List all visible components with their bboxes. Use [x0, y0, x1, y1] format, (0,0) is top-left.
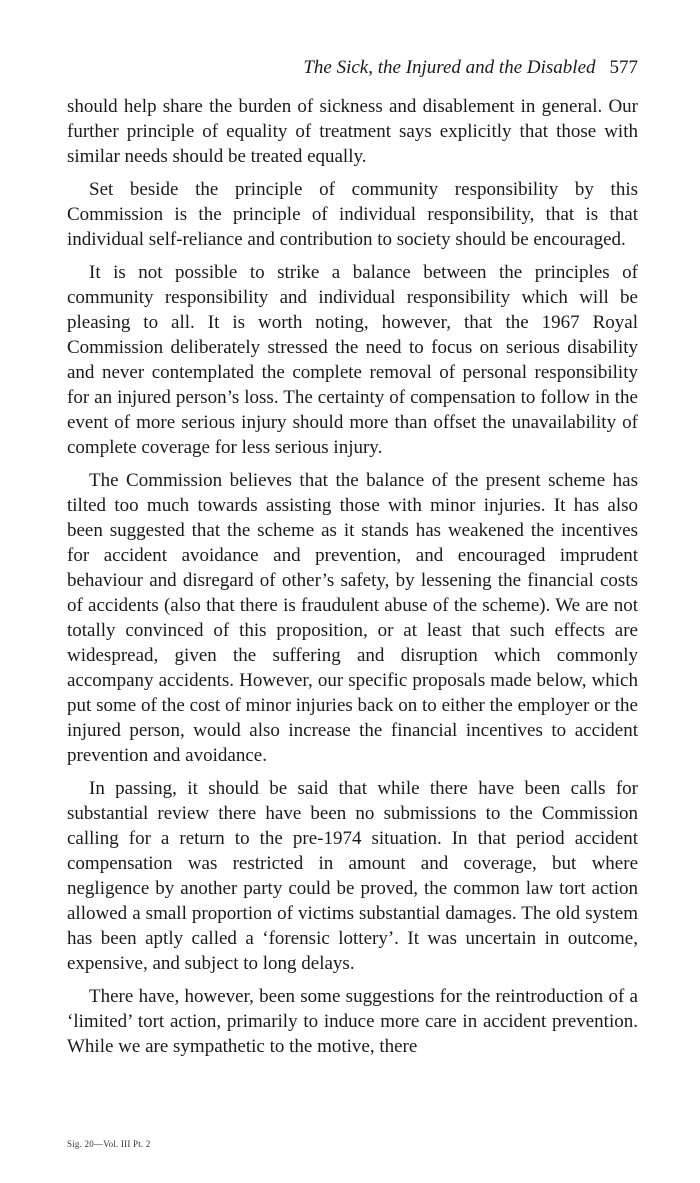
page: [67, 56, 638, 1067]
signature-mark: Sig. 20—Vol. III Pt. 2: [67, 1139, 151, 1149]
paragraph-continued: should help share the burden of sickness and disablement in general. Our further principle of equality of treatment says explicitly that those with similar needs should be treated equally.: [67, 96, 638, 167]
paragraph: There have, however, been some suggestions for the reintroduction of a ‘limited’ tort action, primarily to induce more care in accident prevention. While we are sympathetic to the motive, there: [67, 986, 638, 1057]
page-number: 577: [609, 57, 638, 78]
paragraph: It is not possible to strike a balance between the principles of community responsibility and individual responsibility which will be pleasing to all. It is worth noting, however, that the 1967 Royal Commission deliberately stressed the need to focus on serious disability and never contemplated the complete removal of personal responsibility for an injured person’s loss. The certainty of compensation to follow in the event of more serious injury should more than offset the unavailability of complete coverage for less serious injury.: [67, 262, 638, 458]
running-title: The Sick, the Injured and the Disabled: [303, 57, 596, 78]
paragraph: The Commission believes that the balance of the present scheme has tilted too much towards assisting those with minor injuries. It has also been suggested that the scheme as it stands has weakened the incentives for accident avoidance and prevention, and encouraged imprudent behaviour and disregard of other’s safety, by lessening the financial costs of accidents (also that there is fraudulent abuse of the scheme). We are not totally convinced of this proposition, or at least that such effects are widespread, given the suffering and disruption which commonly accompany accidents. However, our specific proposals made below, which put some of the cost of minor injuries back on to either the employer or the injured person, would also increase the financial incentives to accident prevention and avoidance.: [67, 470, 638, 766]
paragraph: Set beside the principle of community responsibility by this Commission is the principle of individual responsibility, that is that individual self-reliance and contribution to society should be encouraged.: [67, 179, 638, 250]
running-head: [67, 56, 638, 80]
body-text: [67, 94, 638, 1059]
paragraph: In passing, it should be said that while there have been calls for substantial review there have been no submissions to the Commission calling for a return to the pre-1974 situation. In that period accident compensation was restricted in amount and coverage, but where negligence by another party could be proved, the common law tort action allowed a small proportion of victims substantial damages. The old system has been aptly called a ‘forensic lottery’. It was uncertain in outcome, expensive, and subject to long delays.: [67, 778, 638, 974]
